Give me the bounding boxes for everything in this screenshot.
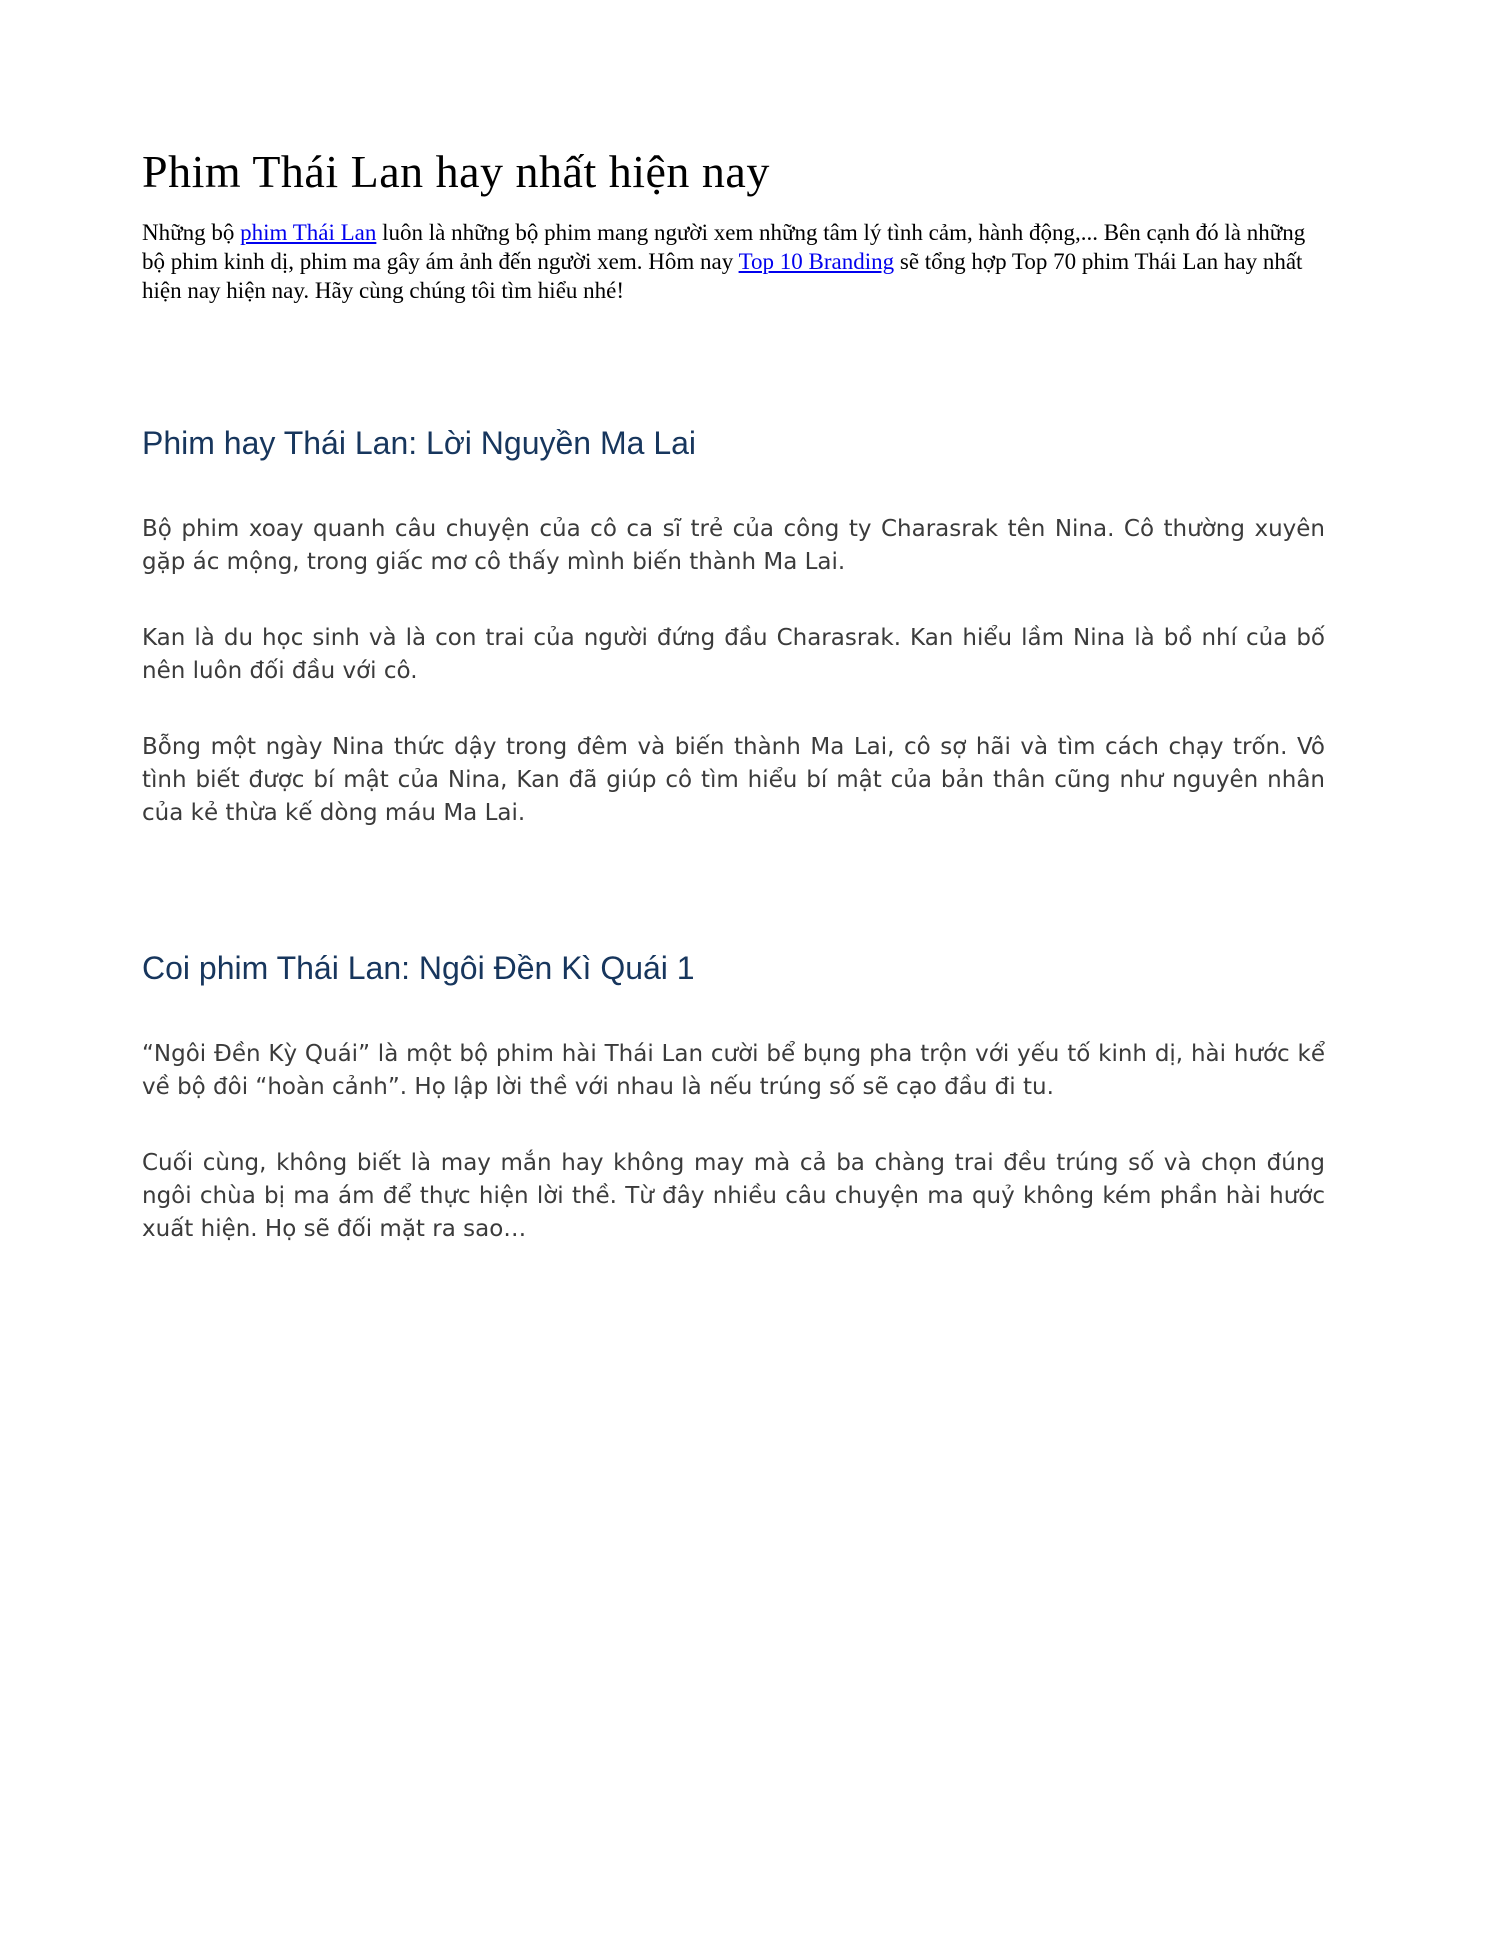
intro-text-middle: luôn là những bộ phim mang người xem những tâm lý tình cảm, hành động,... Bên cạnh đó là những bộ phim kinh dị, phim ma gây ám ảnh đến người xem. Hôm nay: [142, 220, 1306, 275]
document-content: [142, 0, 1325, 1246]
body-paragraph: Bỗng một ngày Nina thức dậy trong đêm và biến thành Ma Lai, cô sợ hãi và tìm cách chạy trốn. Vô tình biết được bí mật của Nina, Kan đã giúp cô tìm hiểu bí mật của bản thân cũng như nguyên nhân của kẻ thừa kế dòng máu Ma Lai.: [142, 734, 1325, 827]
body-paragraph: Cuối cùng, không biết là may mắn hay không may mà cả ba chàng trai đều trúng số và chọn đúng ngôi chùa bị ma ám để thực hiện lời thề. Từ đây nhiều câu chuyện ma quỷ không kém phần hài hước xuất hiện. Họ sẽ đối mặt ra sao…: [142, 1150, 1325, 1243]
section-heading-ngoi-den-ki-quai: Coi phim Thái Lan: Ngôi Đền Kì Quái 1: [142, 950, 695, 987]
body-paragraph: “Ngôi Đền Kỳ Quái” là một bộ phim hài Thái Lan cười bể bụng pha trộn với yếu tố kinh dị, hài hước kể về bộ đôi “hoàn cảnh”. Họ lập lời thề với nhau là nếu trúng số sẽ cạo đầu đi tu.: [142, 1041, 1325, 1101]
body-paragraph: Kan là du học sinh và là con trai của người đứng đầu Charasrak. Kan hiểu lầm Nina là bồ nhí của bố nên luôn đối đầu với cô.: [142, 625, 1325, 685]
intro-text-end: sẽ tổng hợp Top 70 phim Thái Lan hay nhất hiện nay hiện nay. Hãy cùng chúng tôi tìm hiểu nhé!: [142, 249, 1303, 304]
intro-paragraph: [142, 218, 1307, 305]
page-title: Phim Thái Lan hay nhất hiện nay: [142, 146, 770, 197]
section-heading-loi-nguyen-ma-lai: Phim hay Thái Lan: Lời Nguyền Ma Lai: [142, 425, 697, 462]
link-phim-thai-lan[interactable]: phim Thái Lan: [240, 220, 377, 246]
intro-text-start: Những bộ: [142, 220, 241, 246]
body-paragraph: Bộ phim xoay quanh câu chuyện của cô ca sĩ trẻ của công ty Charasrak tên Nina. Cô thường xuyên gặp ác mộng, trong giấc mơ cô thấy mình biến thành Ma Lai.: [142, 516, 1325, 576]
link-top-10-branding[interactable]: Top 10 Branding: [738, 249, 895, 275]
